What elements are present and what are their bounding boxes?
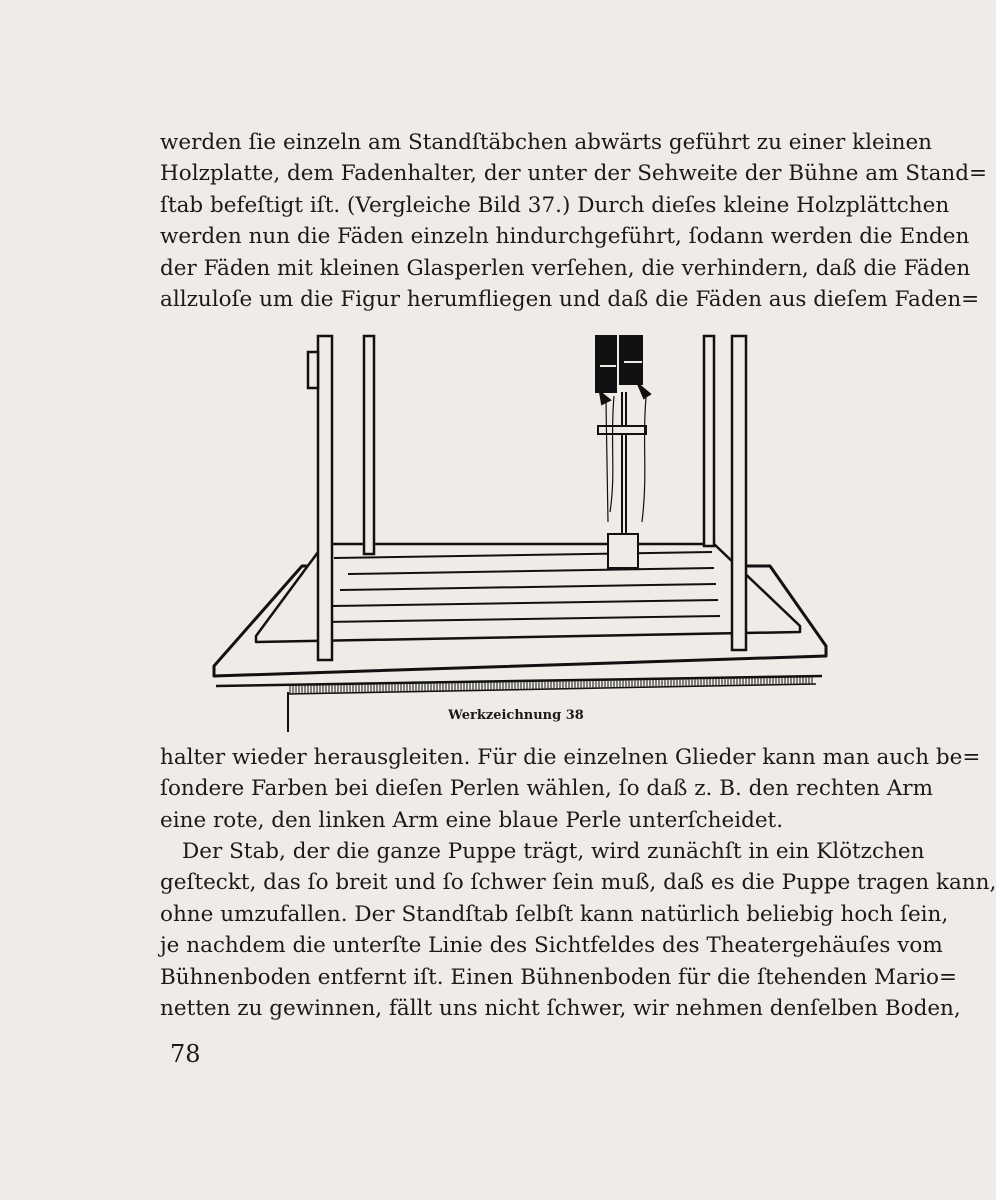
text-line: eine rote, den linken Arm eine blaue Perle unterſcheidet. [160, 807, 784, 833]
text-line: Bühnenboden entfernt iſt. Einen Bühnenboden für die ſtehenden Mario= [160, 964, 957, 990]
text-line: der Fäden mit kleinen Glasperlen verſehen, die verhindern, daß die Fäden [160, 255, 971, 281]
text-line: netten zu gewinnen, fällt uns nicht ſchwer, wir nehmen denſelben Boden, [160, 996, 961, 1022]
text-line: werden ſie einzeln am Standſtäbchen abwärts geführt zu einer kleinen [160, 130, 933, 155]
text-line: ſtab befeſtigt iſt. (Vergleiche Bild 37.) Durch dieſes kleine Holzplättchen [160, 192, 950, 218]
text-line: Holzplatte, dem Fadenhalter, der unter der Sehweite der Bühne am Stand= [160, 161, 988, 187]
paragraph-2 [160, 742, 981, 836]
text-line: Der Stab, der die ganze Puppe trägt, wird zunächſt in ein Klötzchen [182, 839, 925, 864]
text-line: ſondere Farben bei dieſen Perlen wählen, ſo daß z. B. den rechten Arm [160, 776, 933, 802]
text-line: ohne umzufallen. Der Standſtab ſelbſt kann natürlich beliebig hoch ſein, [160, 901, 949, 927]
text-line: halter wieder herausgleiten. Für die einzelnen Glieder kann man auch be= [160, 745, 981, 770]
text-line: allzuloſe um die Figur herumfliegen und daß die Fäden aus dieſem Faden= [160, 287, 980, 313]
figure-marionette-stage [206, 322, 826, 742]
text-line: je nachdem die unterſte Linie des Sichtfeldes des Theatergehäuſes vom [160, 933, 943, 959]
text-line: geſteckt, das ſo breit und ſo ſchwer ſein muß, daß es die Puppe tragen kann, [160, 870, 996, 896]
paragraph-1 [160, 127, 988, 315]
figure-caption: Werkzeichnung 38 [448, 708, 584, 723]
paragraph-3 [160, 836, 996, 1024]
page-number: 78 [170, 1040, 201, 1068]
text-line: werden nun die Fäden einzeln hindurchgeführt, ſodann werden die Enden [160, 224, 970, 250]
marionette-stage-drawing-icon [206, 322, 826, 742]
